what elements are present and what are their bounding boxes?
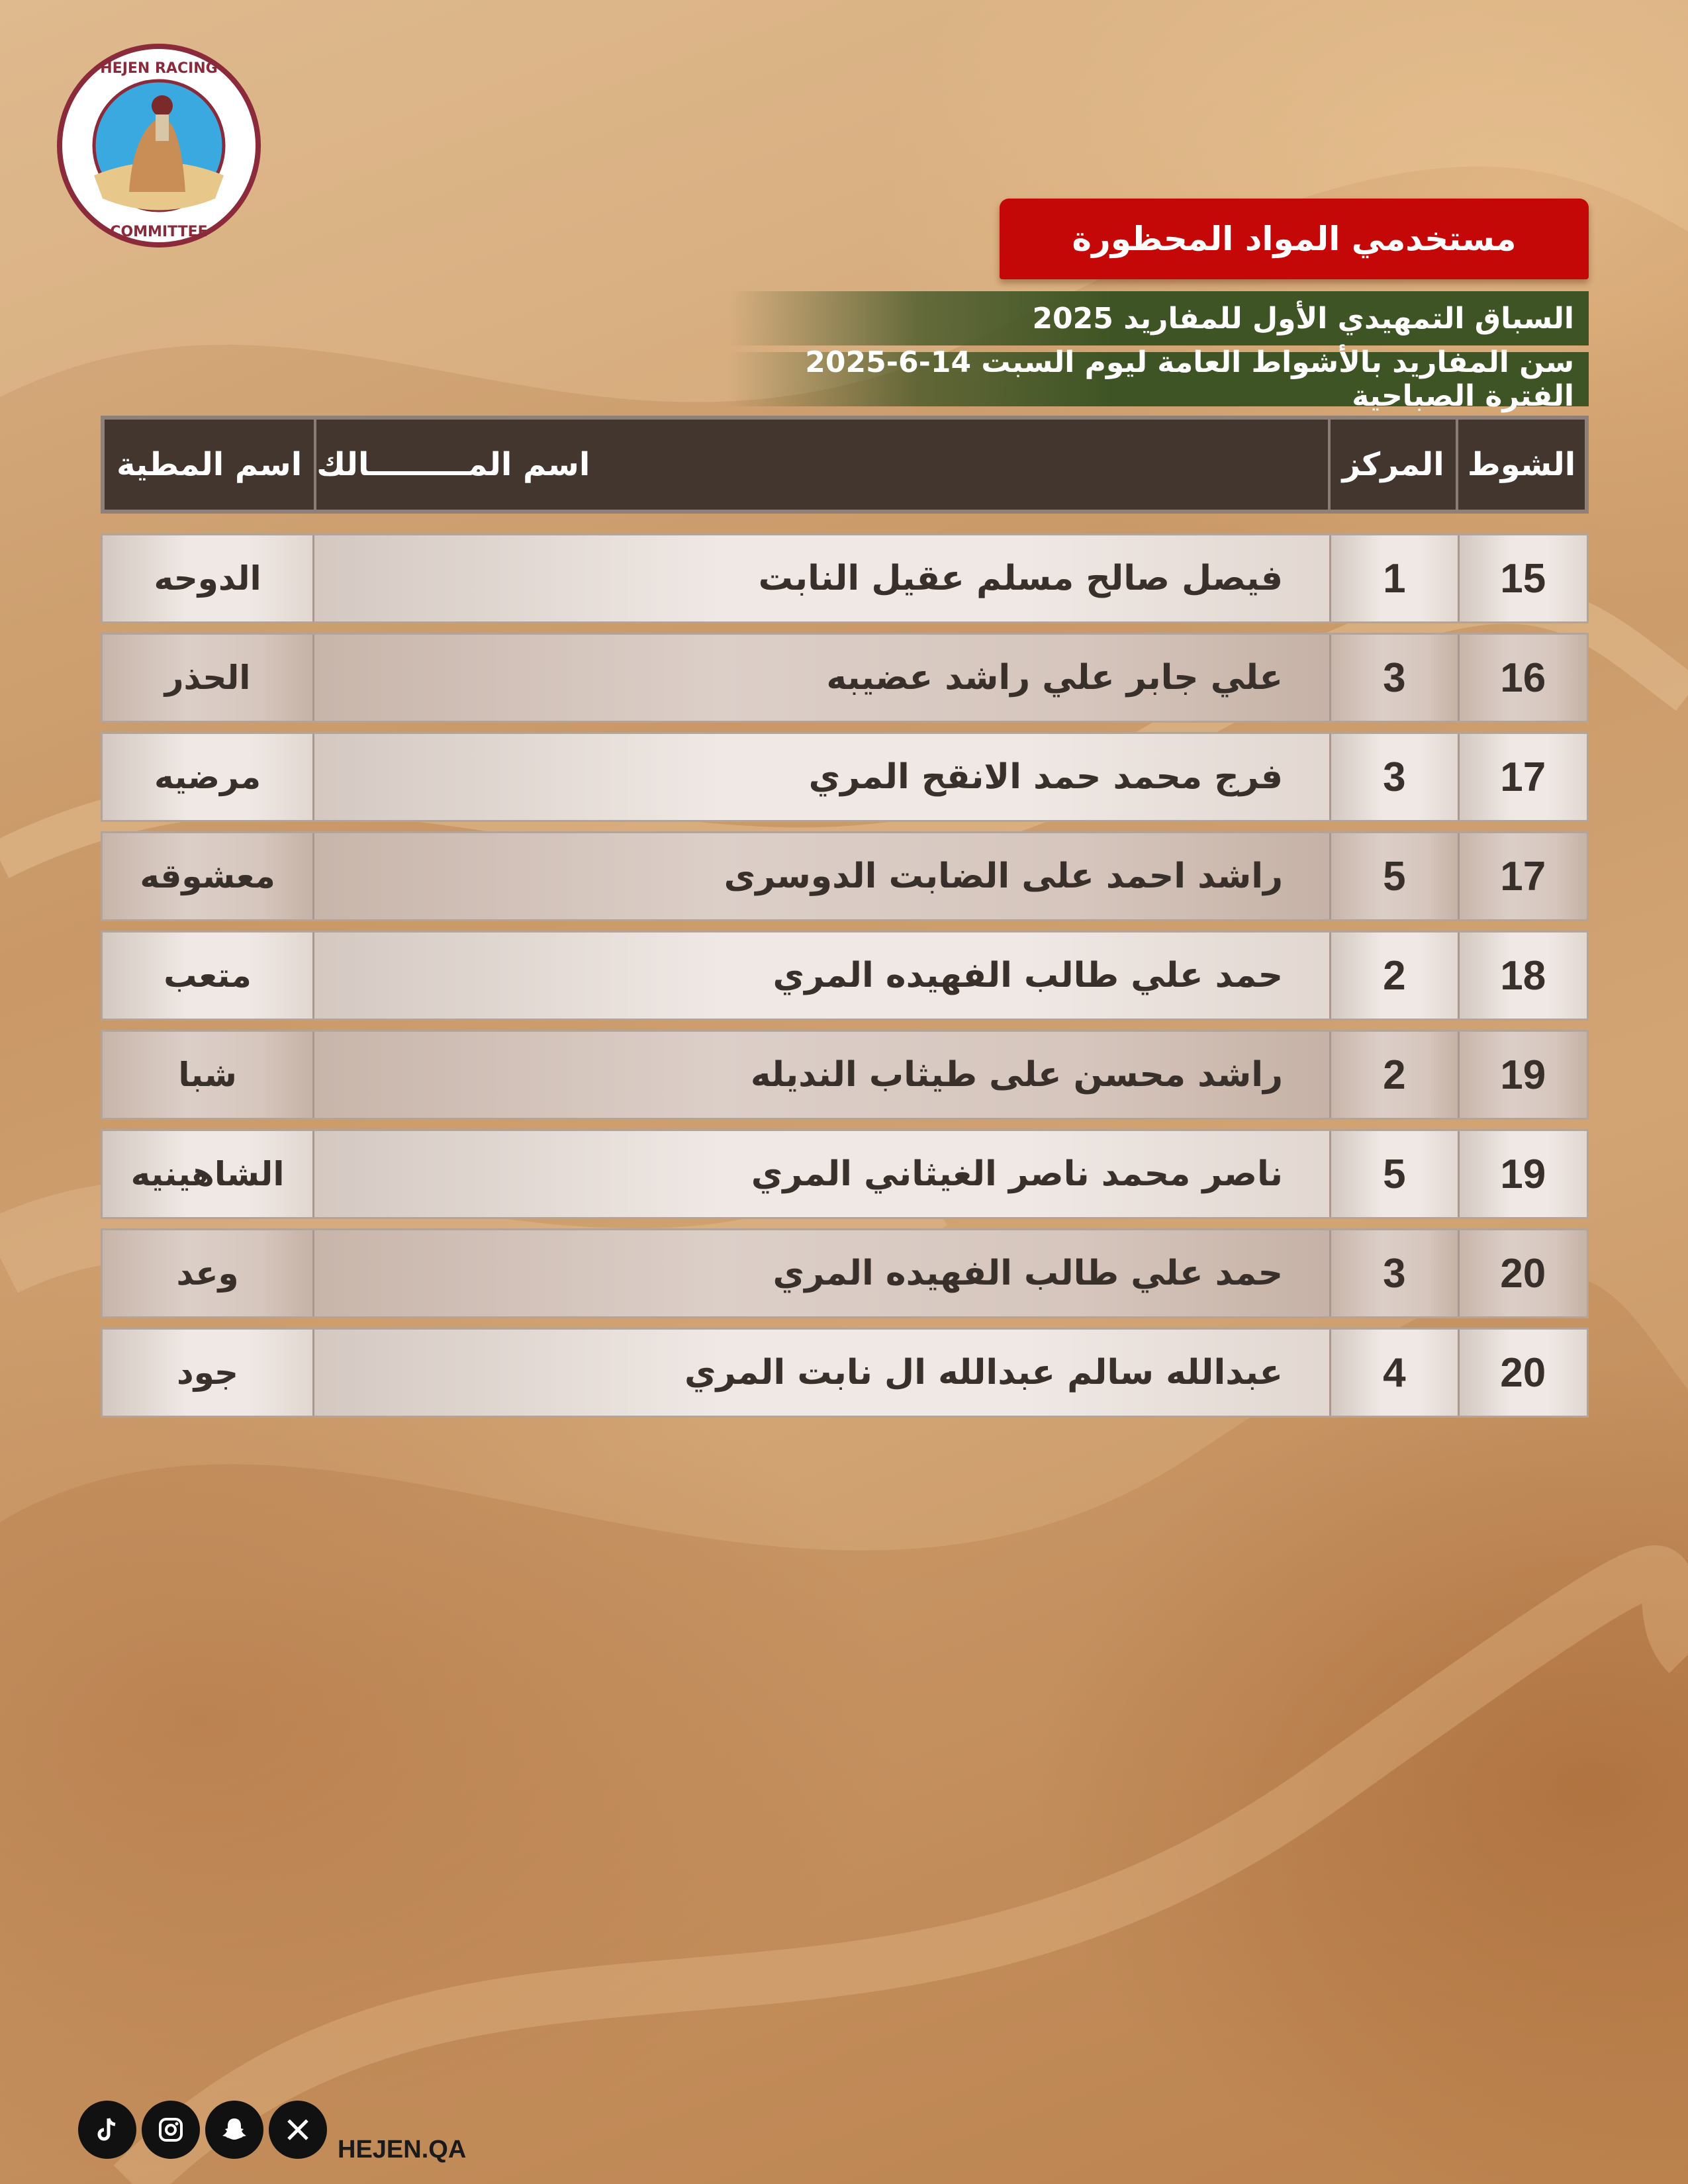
race-subtitle: السباق التمهيدي الأول للمفاريد 2025 <box>728 291 1589 345</box>
position-cell: 2 <box>1329 1032 1457 1118</box>
camel-cell: مرضيه <box>103 734 312 820</box>
table-header <box>101 416 1589 514</box>
hejen-racing-logo <box>56 43 261 248</box>
x-icon[interactable] <box>269 2101 327 2159</box>
table-row <box>101 1228 1589 1318</box>
column-header-race: الشوط <box>1456 420 1585 510</box>
column-header-owner: اسم المـــــــــالك <box>314 420 1328 510</box>
camel-cell: جود <box>103 1330 312 1416</box>
race-cell: 17 <box>1458 833 1587 919</box>
race-date-subtitle: سن المفاريد بالأشواط العامة ليوم السبت 14-6-2025 الفترة الصباحية <box>728 352 1589 406</box>
owner-cell: عبدالله سالم عبدالله ال نابت المري <box>312 1330 1329 1416</box>
table-row <box>101 1129 1589 1219</box>
position-cell: 1 <box>1329 535 1457 621</box>
owner-cell: فيصل صالح مسلم عقيل النابت <box>312 535 1329 621</box>
position-cell: 4 <box>1329 1330 1457 1416</box>
owner-cell: راشد محسن على طيثاب النديله <box>312 1032 1329 1118</box>
position-cell: 3 <box>1329 635 1457 721</box>
social-links <box>78 2098 466 2161</box>
table-row <box>101 1328 1589 1418</box>
camel-cell: الشاهينيه <box>103 1131 312 1217</box>
svg-text:HEJEN RACING: HEJEN RACING <box>100 60 218 77</box>
race-cell: 18 <box>1458 933 1587 1019</box>
owner-cell: علي جابر علي راشد عضيبه <box>312 635 1329 721</box>
table-row <box>101 1030 1589 1120</box>
race-cell: 17 <box>1458 734 1587 820</box>
race-cell: 16 <box>1458 635 1587 721</box>
table-row <box>101 732 1589 822</box>
table-row <box>101 633 1589 723</box>
camel-cell: الحذر <box>103 635 312 721</box>
position-cell: 5 <box>1329 1131 1457 1217</box>
column-header-position: المركز <box>1328 420 1456 510</box>
column-header-camel: اسم المطية <box>117 446 303 483</box>
position-cell: 3 <box>1329 734 1457 820</box>
instagram-icon[interactable] <box>142 2101 200 2159</box>
svg-text:COMMITTEE: COMMITTEE <box>110 224 208 240</box>
page-title: مستخدمي المواد المحظورة <box>1000 199 1589 279</box>
race-cell: 15 <box>1458 535 1587 621</box>
camel-cell: شبا <box>103 1032 312 1118</box>
table-row <box>101 831 1589 921</box>
camel-cell: معشوقه <box>103 833 312 919</box>
camel-cell: متعب <box>103 933 312 1019</box>
table-row <box>101 931 1589 1021</box>
camel-cell: الدوحه <box>103 535 312 621</box>
race-cell: 19 <box>1458 1131 1587 1217</box>
tiktok-icon[interactable] <box>78 2101 136 2159</box>
race-cell: 20 <box>1458 1330 1587 1416</box>
owner-cell: فرج محمد حمد الانقح المري <box>312 734 1329 820</box>
website-link[interactable]: HEJEN.QA <box>338 2135 467 2163</box>
owner-cell: حمد علي طالب الفهيده المري <box>312 1230 1329 1316</box>
position-cell: 5 <box>1329 833 1457 919</box>
race-cell: 20 <box>1458 1230 1587 1316</box>
race-cell: 19 <box>1458 1032 1587 1118</box>
camel-cell: وعد <box>103 1230 312 1316</box>
table-row <box>101 533 1589 623</box>
results-table <box>101 416 1589 1427</box>
owner-cell: حمد علي طالب الفهيده المري <box>312 933 1329 1019</box>
position-cell: 2 <box>1329 933 1457 1019</box>
position-cell: 3 <box>1329 1230 1457 1316</box>
owner-cell: راشد احمد على الضابت الدوسرى <box>312 833 1329 919</box>
owner-cell: ناصر محمد ناصر الغيثاني المري <box>312 1131 1329 1217</box>
snapchat-icon[interactable] <box>205 2101 263 2159</box>
